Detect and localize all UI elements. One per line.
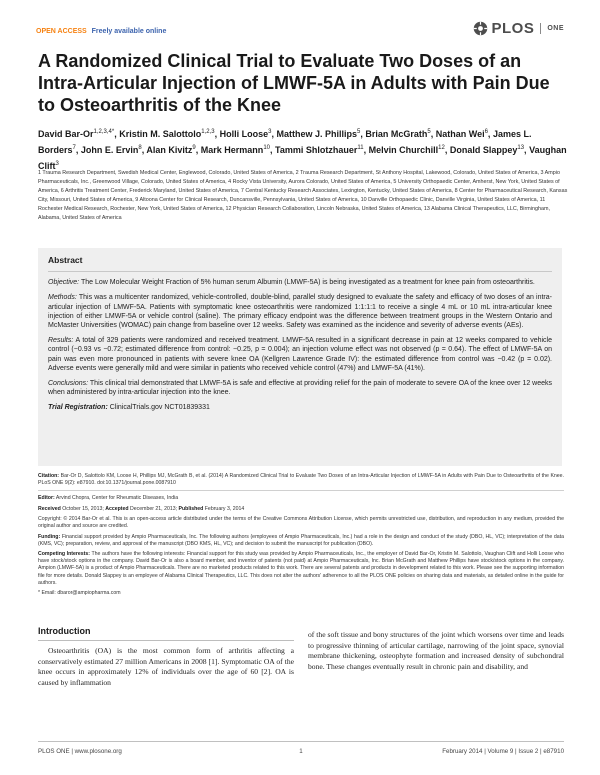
metadata-divider [38, 490, 564, 491]
funding-label: Funding: [38, 533, 61, 540]
article-metadata [38, 473, 564, 600]
methods-text: This was a multicenter randomized, vehicle-controlled, double-blind, parallel study designed to evaluate the safety and efficacy of two doses of an intra-articular injection of LMWF-5A. Patients with symptomatic knee osteoarthritis were randomized 1:1:1:1 to receive a single 4 mL or 10 mL intra-articular knee injection of either LMWF-5A or vehicle control (saline). The primary efficacy endpoint was the difference between treatment groups in the Western Ontario and McMaster Universities (WOMAC) pain change from baseline over 12 weeks. Safety was examined as the incidence and severity of adverse events (AEs). [48, 294, 552, 330]
published-label: Published [178, 505, 204, 512]
open-access-text: Freely available online [91, 28, 167, 35]
author [201, 145, 270, 155]
author [276, 129, 360, 139]
author-affiliation-marker: 5 [427, 129, 431, 135]
footer-issue: February 2014 | Volume 9 | Issue 2 | e87910 [442, 748, 565, 755]
author-name: Kristin M. Salottolo [119, 129, 202, 139]
author-affiliation-marker: 5 [357, 129, 361, 135]
accepted-date: December 21, 2013; [130, 505, 178, 512]
abstract-results [48, 336, 552, 373]
author-affiliation-marker: 9 [192, 145, 196, 151]
author-affiliation-marker: 1,2,3 [201, 129, 215, 135]
author [436, 129, 488, 139]
logo-divider [540, 23, 541, 34]
competing-label: Competing Interests: [38, 551, 91, 558]
author [146, 145, 195, 155]
accepted-label: Accepted [105, 505, 129, 512]
author-affiliation-marker: 7 [72, 145, 76, 151]
results-label: Results: [48, 337, 74, 345]
introduction-left-column: Osteoarthritis (OA) is the most common form of arthritis affecting a conservatively estimated 27 million Americans in 2008 [1]. Symptomatic OA of the knee occurs in approximately 12% of individuals over the age of 60 [2]. OA is caused by inflammation [38, 646, 294, 687]
abstract-conclusions [48, 379, 552, 397]
journal-logo-sub: ONE [547, 25, 564, 32]
author-name: Matthew J. Phillips [276, 129, 357, 139]
received-label: Received [38, 505, 61, 512]
abstract-objective [48, 278, 552, 287]
author-name: John E. Ervin [80, 145, 139, 155]
citation [38, 473, 564, 487]
introduction-divider [38, 640, 294, 641]
plos-logo-icon [473, 21, 488, 36]
article-title: A Randomized Clinical Trial to Evaluate Two Doses of an Intra-Articular Injection of LMWF-5A in Adults with Pain Due to Osteoarthritis of the Knee [38, 51, 550, 115]
abstract-divider [48, 271, 552, 272]
author-affiliation-marker: 12 [438, 145, 445, 151]
received-date: October 15, 2013; [62, 505, 104, 512]
objective-text: The Low Molecular Weight Fraction of 5% human serum Albumin (LMWF-5A) is being investigated as a treatment for knee pain from osteoarthritis. [80, 279, 535, 287]
objective-label: Objective: [48, 279, 80, 287]
author-name: Melvin Churchill [368, 145, 439, 155]
author-name: David Bar-Or [38, 129, 94, 139]
author-name: James L. Borders [38, 129, 532, 155]
page-number: 1 [299, 748, 303, 755]
competing-text: The authors have the following interests: Financial support for this study was provided by Ampio Pharmaceuticals, Inc., the employer of David Bar-Or, Kristin M. Salottolo, Vaughan Clift and Holli Loose who have stock/stock options in the company. David Bar-Or is also a board member, and inventor of patents (not paid) at Ampio Pharmaceuticals, Inc. Brian McGrath and Matthew Phillips have stock/stock options in the company. Ampion (LMWF-5A) is a product of Ampio Pharmaceuticals. There are no marketed products related to this work. There are several patents and products in development related to this work. Please see the supporting information file for more details. Donald Slappey is an employee of Alabama Clinical Therapeutics, LLC. This does not alter the authors' adherence to all the PLOS ONE policies on sharing data and materials, as detailed online in the guide for authors. [38, 551, 564, 586]
methods-label: Methods: [48, 294, 77, 302]
author-name: Vaughan Clift [38, 145, 567, 171]
funding [38, 534, 564, 548]
introduction-heading: Introduction [38, 626, 91, 636]
author-name: Brian McGrath [365, 129, 428, 139]
editor [38, 495, 564, 502]
competing-interests [38, 551, 564, 586]
author-affiliation-marker: 3 [268, 129, 272, 135]
trial-registration-label: Trial Registration: [48, 404, 108, 412]
conclusions-label: Conclusions: [48, 380, 89, 388]
author [119, 129, 214, 139]
affiliations: 1 Trauma Research Department, Swedish Medical Center, Englewood, Colorado, United States of America, 2 Trauma Research Department, St Anthony Hospital, Lakewood, Colorado, United States of America, 3 Ampio Pharmaceuticals, Inc., Greenwood Village, Colorado, United States of America, 4 Rocky Vista University, Aurora Colorado, United States of America, 5 University Orthopaedic Center, Amherst, New York, United States of America, 6 Arthritis Treatment Center, Frederick Maryland, United States of America, 7 Central Kentucky Research Associates, Lexington, Kentucky, United States of America, 8 Center for Pharmaceutical Research, Kansas City, Missouri, United States of America, 9 Altoona Center for Clinical Research, Duncansville, Pennsylvania, United States of America, 10 Danville Orthopaedic Clinic, Danville Virginia, United States of America, 11 Rochester Medical Research, Rochester, New York, United States of America, 12 Physician Research Collaboration, Lincoln Nebraska, United States of America, 13 Alabama Clinical Therapeutics, LLC, Birmingham, Alabama, United States of America [38, 170, 568, 221]
author-affiliation-marker: 3 [55, 161, 59, 167]
author-affiliation-marker: 11 [357, 145, 364, 151]
abstract-methods [48, 293, 552, 330]
author-affiliation-marker: 10 [263, 145, 270, 151]
contact-email: * Email: dbaror@ampiopharma.com [38, 590, 121, 596]
open-access-label: OPEN ACCESS [36, 28, 87, 35]
introduction-right-column: of the soft tissue and bony structures of the joint which worsens over time and leads to progressive thinning of articular cartilage, narrowing of the joint space, synovial membrane thickening, osteophyte formation and increased density of subchondral bone. These changes eventually result in chronic pain and disability, and [308, 630, 564, 671]
author-name: Nathan Wei [435, 129, 485, 139]
author [38, 129, 114, 139]
published-date: February 3, 2014 [204, 505, 245, 512]
funding-text: Financial support provided by Ampio Pharmaceuticals, Inc. The following authors (employees of Ampio Pharmaceuticals, Inc.) had a role in the design and conduct of the study (DBO, HL, VC); interpretation of the data (KMS, VC); preparation, review, and approval of the manuscript (DBO KMS, HL, VC); and decision to submit the manuscript for publication (DBO). [38, 533, 564, 547]
conclusions-text: This clinical trial demonstrated that LMWF-5A is safe and effective at providing relief for the pain of moderate to severe OA of the knee over 12 weeks when administered by intra-articular injection into the knee. [48, 380, 553, 397]
footer-row [38, 748, 564, 755]
author [81, 145, 142, 155]
trial-registration-text: ClinicalTrials.gov NCT01839331 [109, 404, 210, 412]
page-footer [38, 741, 564, 755]
author [450, 145, 524, 155]
abstract-heading: Abstract [48, 255, 83, 265]
author-list: David Bar-$Or^{1,2,3,4*}$, Kristin M. Salottolo$^{1,2,3}$, Holli Loose$^3$, Matthew J. Phillips$^5$, Brian McGrath$^5$, Nathan Wei$^6$, James L. Borders$^7$, John E. Ervin$^8$, Alan Kivitz$^9$, Mark Hermann$^{10}$, Tammi Shlotzhauer$^{11}$, Melvin Churchill$^{12}$, Donald Slappey$^{13}$, Vaughan Clift$^3$ [38, 129, 567, 171]
author-name: Tammi Shlotzhauer [275, 145, 358, 155]
results-text: A total of 329 patients were randomized and received treatment. LMWF-5A resulted in a significant decrease in pain at 12 weeks compared to vehicle control (−0.93 vs −0.72; estimated difference from control: −0.25, p = 0.004); an injection volume effect was not observed (p = 0.64). The effect of LMWF-5A on pain was even more pronounced in patients with severe knee OA (Kellgren Lawrence Grade IV): the estimated difference from control was −0.42 (p = 0.02). Adverse events were generally mild and were similar in patients who received vehicle control (47%) and LMWF-5A (41%). [48, 337, 552, 372]
editor-text: Arvind Chopra, Center for Rheumatic Diseases, India [55, 495, 179, 502]
author-affiliation-marker: 13 [517, 145, 525, 151]
author-affiliation-marker: 6 [484, 129, 488, 135]
journal-logo-word: PLOS [491, 20, 535, 37]
author [369, 145, 445, 155]
author [365, 129, 430, 139]
journal-logo [473, 20, 564, 37]
author [220, 129, 272, 139]
citation-label: Citation: [38, 473, 60, 479]
footer-divider [38, 741, 564, 742]
abstract-trial-registration [48, 403, 552, 412]
abstract-box [38, 248, 562, 466]
dates [38, 506, 564, 513]
author-name: Donald Slappey [449, 145, 518, 155]
editor-label: Editor: [38, 495, 55, 502]
author [275, 145, 364, 155]
author-affiliation-marker: 1,2,3,4* [93, 129, 115, 135]
author-affiliation-marker: 8 [138, 145, 142, 151]
author-name: Holli Loose [219, 129, 269, 139]
open-access-banner [36, 28, 166, 35]
footer-journal: PLOS ONE | www.plosone.org [38, 748, 122, 755]
copyright: Copyright: © 2014 Bar-Or et al. This is an open-access article distributed under the terms of the Creative Commons Attribution License, which permits unrestricted use, distribution, and reproduction in any medium, provided the original author and source are credited. [38, 516, 564, 530]
author-name: Mark Hermann [200, 145, 264, 155]
citation-text: Bar-Or D, Salottolo KM, Loose H, Phillips MJ, McGrath B, et al. (2014) A Randomized Clinical Trial to Evaluate Two Doses of an Intra-Articular Injection of LMWF-5A in Adults with Pain Due to Osteoarthritis of the Knee. PLoS ONE 9(2): e87910. doi:10.1371/journal.pone.0087910 [38, 473, 565, 487]
author-name: Alan Kivitz [146, 145, 193, 155]
